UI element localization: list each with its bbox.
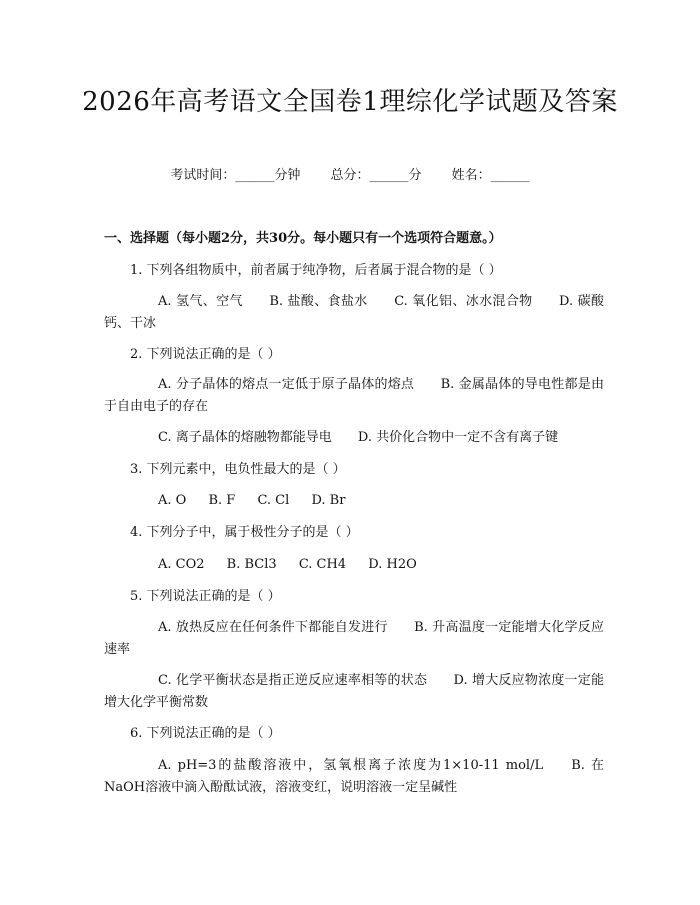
question-stem: 4. 下列分子中，属于极性分子的是（ ） bbox=[130, 525, 359, 540]
option-b: B. F bbox=[208, 493, 236, 508]
exam-time-field: 考试时间：______分钟 bbox=[170, 168, 301, 183]
option-a: A. 氢气、空气 bbox=[158, 294, 243, 309]
option-c: C. 离子晶体的熔融物都能导电 bbox=[158, 430, 332, 445]
question-options bbox=[104, 670, 604, 714]
option-a: A. 放热反应在任何条件下都能自发进行 bbox=[158, 620, 388, 635]
option-d: D. 共价化合物中一定不含有离子键 bbox=[357, 430, 559, 445]
option-b: B. 升高温度一定能增大化学反应速率 bbox=[104, 620, 604, 657]
question-stem: 1. 下列各组物质中，前者属于纯净物，后者属于混合物的是（ ） bbox=[130, 263, 502, 278]
question-stem: 3. 下列元素中，电负性最大的是（ ） bbox=[130, 462, 346, 477]
question-options bbox=[104, 554, 604, 576]
option-a: A. pH=3的盐酸溶液中，氢氧根离子浓度为1×10-11 mol/L bbox=[158, 758, 544, 773]
page-title: 2026年高考语文全国卷1理综化学试题及答案 bbox=[82, 87, 618, 117]
option-a: A. O bbox=[158, 493, 187, 508]
question-options bbox=[104, 374, 604, 418]
question-options bbox=[104, 617, 604, 661]
option-c: C. CH4 bbox=[298, 557, 347, 572]
exam-meta bbox=[0, 166, 700, 186]
option-d: D. 增大反应物浓度一定能增大化学平衡常数 bbox=[104, 673, 604, 710]
option-b: B. 在NaOH溶液中滴入酚酞试液，溶液变红，说明溶液一定呈碱性 bbox=[104, 758, 604, 795]
question-stem: 5. 下列说法正确的是（ ） bbox=[130, 589, 281, 604]
section-heading: 一、选择题（每小题2分，共30分。每小题只有一个选项符合题意。） bbox=[104, 231, 502, 246]
question-options bbox=[104, 291, 604, 335]
question-stem: 6. 下列说法正确的是（ ） bbox=[130, 726, 281, 741]
option-b: B. 金属晶体的导电性都是由于自由电子的存在 bbox=[104, 377, 604, 414]
question-stem: 2. 下列说法正确的是（ ） bbox=[130, 347, 281, 362]
option-b: B. 盐酸、食盐水 bbox=[269, 294, 368, 309]
option-d: D. 碳酸钙、干冰 bbox=[104, 294, 604, 331]
option-c: C. 氧化铝、冰水混合物 bbox=[394, 294, 533, 309]
option-c: C. 化学平衡状态是指正逆反应速率相等的状态 bbox=[158, 673, 428, 688]
option-d: D. Br bbox=[311, 493, 346, 508]
question-options bbox=[104, 755, 604, 799]
question-options bbox=[104, 490, 604, 512]
option-d: D. H2O bbox=[368, 557, 417, 572]
option-c: C. Cl bbox=[257, 493, 290, 508]
option-b: B. BCl3 bbox=[226, 557, 277, 572]
question-options bbox=[104, 427, 604, 449]
option-a: A. CO2 bbox=[158, 557, 205, 572]
student-name-field: 姓名：______ bbox=[451, 168, 530, 183]
option-a: A. 分子晶体的熔点一定低于原子晶体的熔点 bbox=[158, 377, 415, 392]
total-score-field: 总分：______分 bbox=[330, 168, 422, 183]
